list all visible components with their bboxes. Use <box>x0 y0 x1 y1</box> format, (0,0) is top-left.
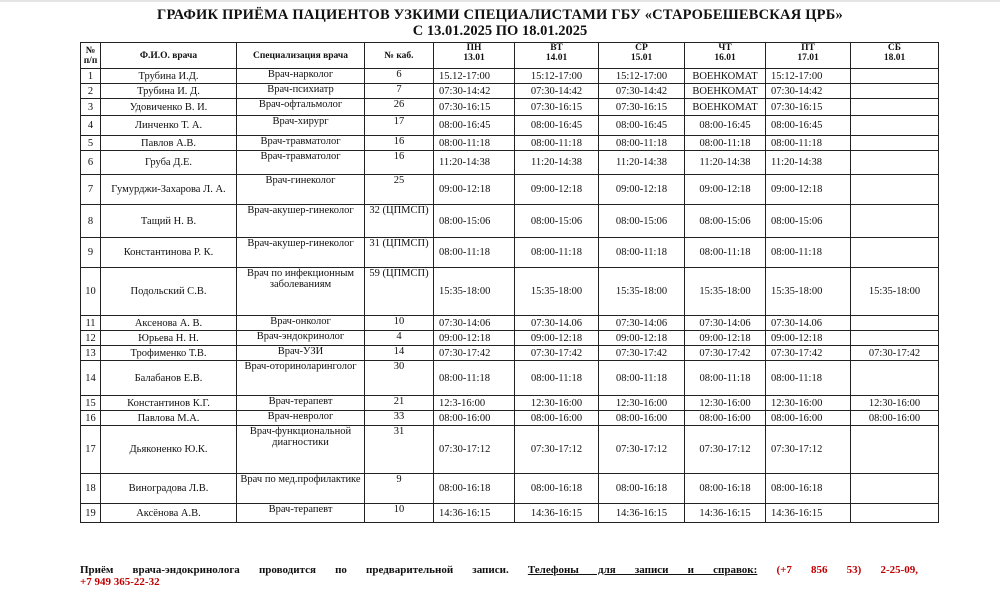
doctor-name: Аксенова А. В. <box>101 316 237 331</box>
schedule-cell-wed: 12:30-16:00 <box>599 396 685 411</box>
schedule-cell-sat <box>851 205 939 238</box>
doctor-name: Подольский С.В. <box>101 268 237 316</box>
specialization: Врач-акушер-гинеколог <box>237 205 365 238</box>
doctor-name: Павлова М.А. <box>101 411 237 426</box>
specialization: Врач-УЗИ <box>237 346 365 361</box>
specialization: Врач-травматолог <box>237 151 365 175</box>
schedule-cell-mon: 07:30-14:06 <box>434 316 515 331</box>
table-header-row <box>81 43 939 69</box>
schedule-cell-tue: 12:30-16:00 <box>515 396 599 411</box>
specialization: Врач-травматолог <box>237 136 365 151</box>
cabinet-number: 21 <box>365 396 434 411</box>
day-name: ПН <box>466 43 482 53</box>
doctor-name: Трофименко Т.В. <box>101 346 237 361</box>
day-date: 13.01 <box>463 53 485 63</box>
table-row <box>81 136 939 151</box>
schedule-cell-fri: 08:00-11:18 <box>766 238 851 268</box>
row-number: 19 <box>81 504 101 523</box>
schedule-cell-mon: 08:00-16:00 <box>434 411 515 426</box>
schedule-cell-wed: 08:00-11:18 <box>599 361 685 396</box>
table-row <box>81 205 939 238</box>
schedule-cell-wed: 15:12-17:00 <box>599 69 685 84</box>
schedule-cell-fri: 08:00-11:18 <box>766 136 851 151</box>
phone-number-2: +7 949 365-22-32 <box>80 576 160 588</box>
schedule-cell-tue: 08:00-11:18 <box>515 238 599 268</box>
table-row <box>81 99 939 116</box>
schedule-cell-sat: 08:00-16:00 <box>851 411 939 426</box>
specialization: Врач по мед.профилактике <box>237 474 365 504</box>
header-day-mon <box>434 43 515 69</box>
doctor-name: Юрьева Н. Н. <box>101 331 237 346</box>
schedule-cell-sat <box>851 99 939 116</box>
schedule-cell-tue: 14:36-16:15 <box>515 504 599 523</box>
schedule-cell-wed: 07:30-16:15 <box>599 99 685 116</box>
day-date: 14.01 <box>545 53 568 63</box>
table-row <box>81 361 939 396</box>
row-number: 16 <box>81 411 101 426</box>
schedule-cell-mon: 07:30-16:15 <box>434 99 515 116</box>
schedule-cell-tue: 08:00-16:18 <box>515 474 599 504</box>
row-number: 17 <box>81 426 101 474</box>
table-row <box>81 268 939 316</box>
schedule-cell-fri: 09:00-12:18 <box>766 175 851 205</box>
schedule-cell-sat: 12:30-16:00 <box>851 396 939 411</box>
header-day-fri <box>766 43 851 69</box>
footer-note <box>80 564 918 588</box>
schedule-cell-mon: 08:00-16:45 <box>434 116 515 136</box>
header-room: № каб. <box>365 43 434 69</box>
schedule-cell-wed: 08:00-11:18 <box>599 136 685 151</box>
table-row <box>81 238 939 268</box>
top-border <box>0 0 1000 2</box>
schedule-cell-thu: 08:00-16:00 <box>685 411 766 426</box>
schedule-cell-mon: 07:30-14:42 <box>434 84 515 99</box>
schedule-cell-thu: 08:00-11:18 <box>685 136 766 151</box>
cabinet-number: 10 <box>365 504 434 523</box>
header-day-thu <box>685 43 766 69</box>
schedule-cell-fri: 08:00-16:00 <box>766 411 851 426</box>
schedule-cell-tue: 11:20-14:38 <box>515 151 599 175</box>
schedule-cell-wed: 07:30-14:06 <box>599 316 685 331</box>
schedule-cell-fri: 15:12-17:00 <box>766 69 851 84</box>
schedule-cell-fri: 07:30-16:15 <box>766 99 851 116</box>
header-num: № п/п <box>81 43 101 69</box>
table-row <box>81 116 939 136</box>
schedule-cell-fri: 15:35-18:00 <box>766 268 851 316</box>
table-row <box>81 69 939 84</box>
cabinet-number: 16 <box>365 136 434 151</box>
row-number: 3 <box>81 99 101 116</box>
table-row <box>81 346 939 361</box>
schedule-cell-thu: 08:00-16:18 <box>685 474 766 504</box>
schedule-cell-wed: 08:00-11:18 <box>599 238 685 268</box>
schedule-cell-wed: 09:00-12:18 <box>599 331 685 346</box>
row-number: 14 <box>81 361 101 396</box>
schedule-cell-tue: 07:30-14.06 <box>515 316 599 331</box>
row-number: 9 <box>81 238 101 268</box>
schedule-cell-wed: 14:36-16:15 <box>599 504 685 523</box>
table-row <box>81 411 939 426</box>
table-row <box>81 175 939 205</box>
schedule-cell-thu: ВОЕНКОМАТ <box>685 69 766 84</box>
schedule-cell-thu: 09:00-12:18 <box>685 175 766 205</box>
schedule-cell-thu: 12:30-16:00 <box>685 396 766 411</box>
row-number: 7 <box>81 175 101 205</box>
table-row <box>81 396 939 411</box>
cabinet-number: 59 (ЦПМСП) <box>365 268 434 316</box>
schedule-cell-thu: 08:00-11:18 <box>685 238 766 268</box>
row-number: 5 <box>81 136 101 151</box>
schedule-cell-tue: 07:30-17:12 <box>515 426 599 474</box>
schedule-cell-sat <box>851 474 939 504</box>
day-date: 15.01 <box>630 53 653 63</box>
schedule-cell-tue: 07:30-17:42 <box>515 346 599 361</box>
header-day-wed <box>599 43 685 69</box>
day-date: 16.01 <box>714 53 736 63</box>
schedule-cell-wed: 15:35-18:00 <box>599 268 685 316</box>
schedule-cell-tue: 07:30-14:42 <box>515 84 599 99</box>
day-date: 18.01 <box>883 53 906 63</box>
schedule-cell-tue: 15:35-18:00 <box>515 268 599 316</box>
doctor-name: Балабанов Е.В. <box>101 361 237 396</box>
cabinet-number: 30 <box>365 361 434 396</box>
schedule-cell-mon: 12:3-16:00 <box>434 396 515 411</box>
schedule-cell-fri: 12:30-16:00 <box>766 396 851 411</box>
schedule-cell-thu: 08:00-16:45 <box>685 116 766 136</box>
header-name: Ф.И.О. врача <box>101 43 237 69</box>
schedule-cell-tue: 07:30-16:15 <box>515 99 599 116</box>
schedule-cell-tue: 09:00-12:18 <box>515 331 599 346</box>
cabinet-number: 4 <box>365 331 434 346</box>
schedule-cell-fri: 08:00-11:18 <box>766 361 851 396</box>
specialization: Врач-оториноларинголог <box>237 361 365 396</box>
phones-label: Телефоны для записи и справок: <box>527 564 758 576</box>
specialization: Врач-терапевт <box>237 504 365 523</box>
schedule-cell-wed: 09:00-12:18 <box>599 175 685 205</box>
specialization: Врач-нарколог <box>237 69 365 84</box>
schedule-cell-tue: 09:00-12:18 <box>515 175 599 205</box>
day-name: СБ <box>887 43 902 53</box>
schedule-cell-thu: ВОЕНКОМАТ <box>685 99 766 116</box>
table-row <box>81 84 939 99</box>
schedule-cell-mon: 09:00-12:18 <box>434 331 515 346</box>
schedule-cell-mon: 08:00-11:18 <box>434 238 515 268</box>
schedule-cell-wed: 07:30-14:42 <box>599 84 685 99</box>
day-name: СР <box>635 43 648 53</box>
schedule-cell-fri: 09:00-12:18 <box>766 331 851 346</box>
schedule-cell-sat <box>851 316 939 331</box>
schedule-cell-thu: 11:20-14:38 <box>685 151 766 175</box>
cabinet-number: 9 <box>365 474 434 504</box>
schedule-cell-wed: 08:00-15:06 <box>599 205 685 238</box>
schedule-cell-fri: 08:00-15:06 <box>766 205 851 238</box>
specialization: Врач-функциональной диагностики <box>237 426 365 474</box>
doctor-name: Удовиченко В. И. <box>101 99 237 116</box>
schedule-cell-thu: 09:00-12:18 <box>685 331 766 346</box>
cabinet-number: 17 <box>365 116 434 136</box>
schedule-cell-wed: 08:00-16:18 <box>599 474 685 504</box>
specialization: Врач-невролог <box>237 411 365 426</box>
day-date: 17.01 <box>797 53 819 63</box>
row-number: 4 <box>81 116 101 136</box>
schedule-cell-tue: 08:00-11:18 <box>515 361 599 396</box>
schedule-cell-sat <box>851 175 939 205</box>
footer-line-1 <box>80 564 918 576</box>
schedule-cell-mon: 07:30-17:12 <box>434 426 515 474</box>
schedule-cell-thu: ВОЕНКОМАТ <box>685 84 766 99</box>
cabinet-number: 33 <box>365 411 434 426</box>
doctor-name: Константинов К.Г. <box>101 396 237 411</box>
doctor-name: Павлов А.В. <box>101 136 237 151</box>
schedule-cell-wed: 08:00-16:45 <box>599 116 685 136</box>
specialization: Врач-гинеколог <box>237 175 365 205</box>
day-name: ПТ <box>801 43 815 53</box>
schedule-cell-thu: 07:30-14:06 <box>685 316 766 331</box>
schedule-cell-thu: 08:00-15:06 <box>685 205 766 238</box>
schedule-cell-sat <box>851 504 939 523</box>
schedule-cell-thu: 08:00-11:18 <box>685 361 766 396</box>
header-day-sat <box>851 43 939 69</box>
schedule-cell-mon: 15:35-18:00 <box>434 268 515 316</box>
schedule-cell-sat <box>851 361 939 396</box>
cabinet-number: 32 (ЦПМСП) <box>365 205 434 238</box>
schedule-cell-sat <box>851 238 939 268</box>
cabinet-number: 6 <box>365 69 434 84</box>
row-number: 2 <box>81 84 101 99</box>
schedule-cell-sat <box>851 331 939 346</box>
cabinet-number: 16 <box>365 151 434 175</box>
specialization: Врач-офтальмолог <box>237 99 365 116</box>
schedule-cell-mon: 08:00-11:18 <box>434 361 515 396</box>
cabinet-number: 7 <box>365 84 434 99</box>
schedule-cell-fri: 07:30-14.06 <box>766 316 851 331</box>
appointment-note: Приём врача-эндокринолога проводится по предварительной записи. <box>80 564 509 576</box>
cabinet-number: 25 <box>365 175 434 205</box>
row-number: 13 <box>81 346 101 361</box>
row-number: 18 <box>81 474 101 504</box>
schedule-cell-mon: 08:00-15:06 <box>434 205 515 238</box>
day-name: ЧТ <box>718 43 732 53</box>
row-number: 1 <box>81 69 101 84</box>
schedule-cell-mon: 11:20-14:38 <box>434 151 515 175</box>
day-name: ВТ <box>550 43 563 53</box>
schedule-cell-tue: 15:12-17:00 <box>515 69 599 84</box>
date-range-subtitle: С 13.01.2025 ПО 18.01.2025 <box>412 23 588 39</box>
doctor-name: Дьяконенко Ю.К. <box>101 426 237 474</box>
schedule-cell-wed: 07:30-17:12 <box>599 426 685 474</box>
schedule-cell-sat <box>851 69 939 84</box>
doctor-name: Трубина И. Д. <box>101 84 237 99</box>
row-number: 11 <box>81 316 101 331</box>
schedule-cell-sat: 07:30-17:42 <box>851 346 939 361</box>
doctor-name: Виноградова Л.В. <box>101 474 237 504</box>
doctor-name: Трубина И.Д. <box>101 69 237 84</box>
document-title: ГРАФИК ПРИЁМА ПАЦИЕНТОВ УЗКИМИ СПЕЦИАЛИСТАМИ ГБУ «СТАРОБЕШЕВСКАЯ ЦРБ» <box>157 7 843 23</box>
row-number: 12 <box>81 331 101 346</box>
schedule-cell-sat <box>851 426 939 474</box>
doctor-name: Линченко Т. А. <box>101 116 237 136</box>
schedule-cell-wed: 08:00-16:00 <box>599 411 685 426</box>
schedule-cell-fri: 08:00-16:18 <box>766 474 851 504</box>
schedule-cell-mon: 15.12-17:00 <box>434 69 515 84</box>
cabinet-number: 14 <box>365 346 434 361</box>
schedule-cell-fri: 07:30-17:42 <box>766 346 851 361</box>
cabinet-number: 31 (ЦПМСП) <box>365 238 434 268</box>
schedule-cell-fri: 08:00-16:45 <box>766 116 851 136</box>
schedule-cell-fri: 07:30-14:42 <box>766 84 851 99</box>
cabinet-number: 31 <box>365 426 434 474</box>
doctor-name: Константинова Р. К. <box>101 238 237 268</box>
schedule-cell-mon: 14:36-16:15 <box>434 504 515 523</box>
schedule-cell-thu: 07:30-17:12 <box>685 426 766 474</box>
table-row <box>81 331 939 346</box>
table-row <box>81 426 939 474</box>
doctor-name: Тащий Н. В. <box>101 205 237 238</box>
schedule-cell-tue: 08:00-16:00 <box>515 411 599 426</box>
specialization: Врач по инфекционным заболеваниям <box>237 268 365 316</box>
schedule-cell-wed: 07:30-17:42 <box>599 346 685 361</box>
schedule-cell-mon: 08:00-11:18 <box>434 136 515 151</box>
schedule-cell-tue: 08:00-11:18 <box>515 136 599 151</box>
table-row <box>81 316 939 331</box>
cabinet-number: 26 <box>365 99 434 116</box>
header-day-tue <box>515 43 599 69</box>
table-row <box>81 504 939 523</box>
schedule-cell-sat: 15:35-18:00 <box>851 268 939 316</box>
table-row <box>81 474 939 504</box>
schedule-cell-sat <box>851 84 939 99</box>
schedule-cell-fri: 11:20-14:38 <box>766 151 851 175</box>
row-number: 8 <box>81 205 101 238</box>
schedule-table <box>80 42 939 523</box>
schedule-cell-sat <box>851 151 939 175</box>
schedule-cell-mon: 09:00-12:18 <box>434 175 515 205</box>
specialization: Врач-акушер-гинеколог <box>237 238 365 268</box>
schedule-cell-thu: 15:35-18:00 <box>685 268 766 316</box>
specialization: Врач-эндокринолог <box>237 331 365 346</box>
specialization: Врач-психиатр <box>237 84 365 99</box>
schedule-cell-sat <box>851 116 939 136</box>
schedule-cell-wed: 11:20-14:38 <box>599 151 685 175</box>
schedule-cell-sat <box>851 136 939 151</box>
row-number: 10 <box>81 268 101 316</box>
schedule-cell-fri: 14:36-16:15 <box>766 504 851 523</box>
doctor-name: Груба Д.Е. <box>101 151 237 175</box>
doctor-name: Гумурджи-Захарова Л. А. <box>101 175 237 205</box>
specialization: Врач-хирург <box>237 116 365 136</box>
schedule-cell-thu: 14:36-16:15 <box>685 504 766 523</box>
doctor-name: Аксёнова А.В. <box>101 504 237 523</box>
schedule-cell-fri: 07:30-17:12 <box>766 426 851 474</box>
schedule-cell-thu: 07:30-17:42 <box>685 346 766 361</box>
schedule-cell-mon: 07:30-17:42 <box>434 346 515 361</box>
schedule-cell-mon: 08:00-16:18 <box>434 474 515 504</box>
header-spec: Специализация врача <box>237 43 365 69</box>
cabinet-number: 10 <box>365 316 434 331</box>
schedule-cell-tue: 08:00-16:45 <box>515 116 599 136</box>
table-row <box>81 151 939 175</box>
specialization: Врач-онколог <box>237 316 365 331</box>
schedule-cell-tue: 08:00-15:06 <box>515 205 599 238</box>
specialization: Врач-терапевт <box>237 396 365 411</box>
phone-number-1: (+7 856 53) 2-25-09, <box>776 564 919 576</box>
row-number: 6 <box>81 151 101 175</box>
row-number: 15 <box>81 396 101 411</box>
